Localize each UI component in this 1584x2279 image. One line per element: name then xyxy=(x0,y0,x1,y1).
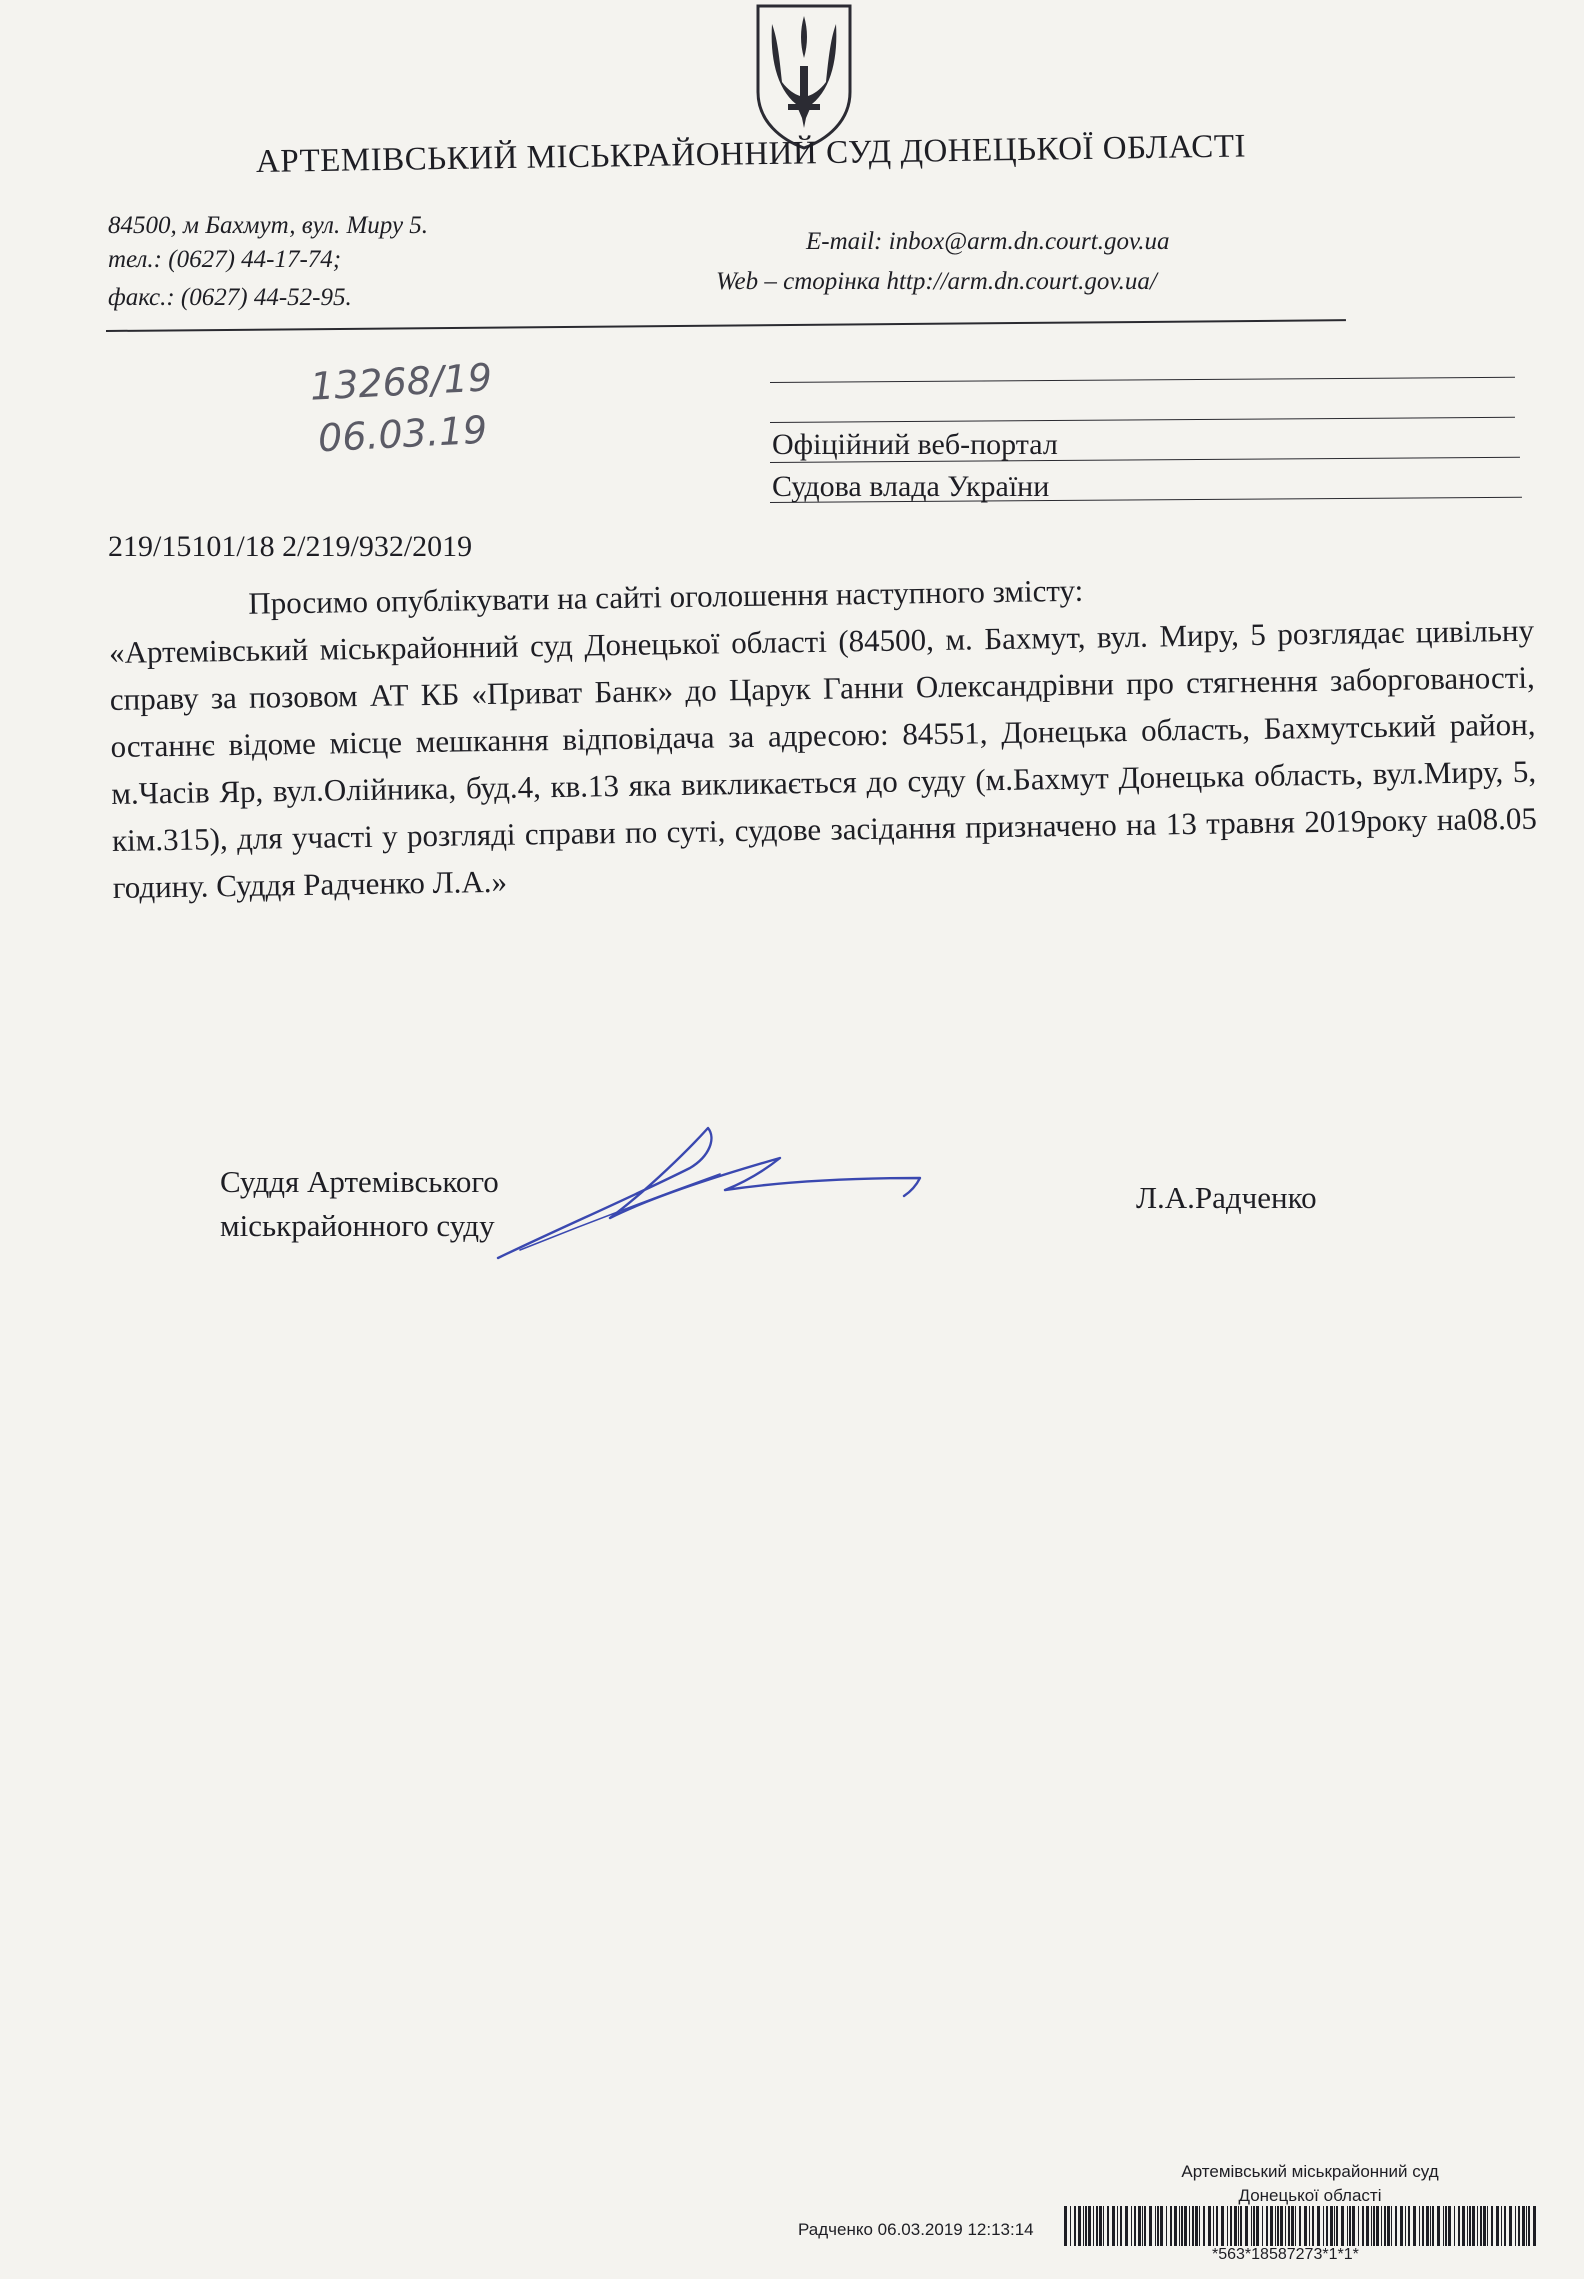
signer-role-line: Суддя Артемівського xyxy=(220,1164,499,1199)
court-fax: факс.: (0627) 44-52-95. xyxy=(108,284,352,311)
handwritten-registration-date: 06.03.19 xyxy=(316,407,489,461)
signer-name: Л.А.Радченко xyxy=(1136,1180,1317,1215)
signer-role-line: міськрайонного суду xyxy=(220,1208,495,1243)
letter-body xyxy=(108,560,1538,911)
court-address: 84500, м Бахмут, вул. Миру 5. xyxy=(108,212,429,239)
case-numbers: 219/15101/18 2/219/932/2019 xyxy=(108,530,473,563)
header-divider xyxy=(106,319,1346,332)
stamp-org-line: Донецької області xyxy=(1238,2186,1382,2205)
court-phone: тел.: (0627) 44-17-74; xyxy=(108,246,342,273)
court-email: E-mail: inbox@arm.dn.court.gov.ua xyxy=(806,228,1170,255)
handwritten-registration-number: 13268/19 xyxy=(308,355,494,409)
registration-stamp-text: Радченко 06.03.2019 12:13:14 xyxy=(798,2220,1034,2239)
barcode-icon xyxy=(1062,2206,1542,2250)
trident-emblem-icon xyxy=(744,0,864,150)
handwritten-signature xyxy=(480,1118,940,1268)
stamp-org-line: Артемівський міськрайонний суд xyxy=(1181,2162,1439,2181)
recipient-subtitle: Судова влада України xyxy=(772,470,1050,503)
signer-role xyxy=(220,1160,499,1248)
recipient-line xyxy=(770,417,1515,423)
court-name-title: АРТЕМІВСЬКИЙ МІСЬКРАЙОННИЙ СУД ДОНЕЦЬКОЇ ОБЛАСТІ xyxy=(255,128,1247,180)
court-website: Web – сторінка http://arm.dn.court.gov.ua/ xyxy=(716,268,1157,295)
body-intro: Просимо опублікувати на сайті оголошення наступного змісту: xyxy=(248,572,1084,621)
recipient-name: Офіційний веб-портал xyxy=(772,428,1058,461)
registration-stamp-organization xyxy=(1160,2160,1460,2208)
barcode-number: *563*18587273*1*1* xyxy=(1212,2246,1359,2263)
announcement-text: «Артемівський міськрайонний суд Донецької області (84500, м. Бахмут, вул. Миру, 5 розглядає цивільну справу за позовом АТ КБ «Приват Банк» до Царук Ганни Олександрівни про стягнення заборгованості, останнє відоме місце мешкання відповідача за адресою: 84551, Донецька область, Бахмутський район, м.Часів Яр, вул.Олійника, буд.4, кв.13 яка викликається до суду (м.Бахмут Донецька область, вул.Миру, 5, кім.315), для участі у розгляді справи по суті, судове засідання призначено на 13 травня 2019року на08.05 годину. Суддя Радченко Л.А.» xyxy=(108,612,1538,905)
recipient-line xyxy=(770,377,1515,383)
